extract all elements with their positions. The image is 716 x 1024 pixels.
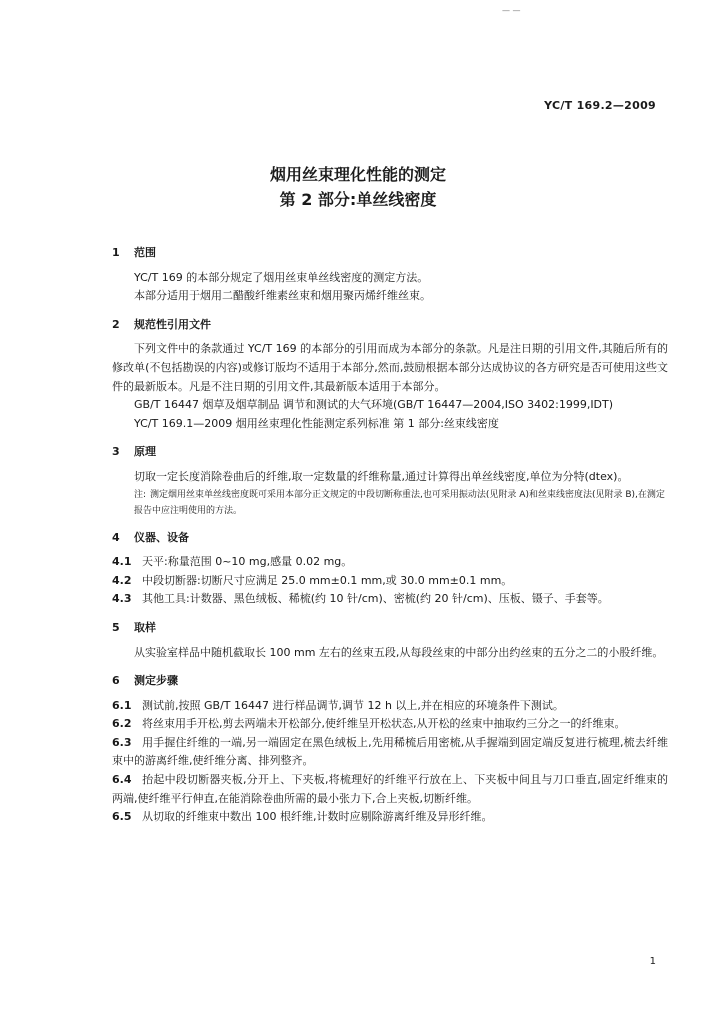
document-title: 烟用丝束理化性能的测定 xyxy=(269,165,446,184)
note-label: 注: xyxy=(134,489,147,500)
reference-item: GB/T 16447 烟草及烟草制品 调节和测试的大气环境(GB/T 16447—2004,ISO 3402:1999,IDT) xyxy=(134,398,614,412)
paragraph: 从实验室样品中随机截取长 100 mm 左右的丝束五段,从每段丝束的中部分出约丝束的五分之二的小股纤维。 xyxy=(134,645,664,659)
document-body xyxy=(112,244,668,827)
paragraph: 切取一定长度消除卷曲后的纤维,取一定数量的纤维称量,通过计算得出单丝线密度,单位为分特(dtex)。 xyxy=(134,469,629,483)
list-item: 6.4 抬起中段切断器夹板,分开上、下夹板,将梳理好的纤维平行放在上、下夹板中间且与刀口垂直,固定纤维束的两端,使纤维平行伸直,在能消除卷曲所需的最小张力下,合上夹板,切断纤维。 xyxy=(112,773,668,805)
section-heading-6: 6 测定步骤 xyxy=(112,674,178,688)
page-number: 1 xyxy=(649,956,656,967)
list-item: 6.1 测试前,按照 GB/T 16447 进行样品调节,调节 12 h 以上,并在相应的环境条件下测试。 xyxy=(112,698,564,712)
standard-code: YC/T 169.2—2009 xyxy=(544,99,656,112)
list-item: 4.1 天平:称量范围 0~10 mg,感量 0.02 mg。 xyxy=(112,555,353,569)
section-heading-2: 2 规范性引用文件 xyxy=(112,317,211,331)
reference-item: YC/T 169.1—2009 烟用丝束理化性能测定系列标准 第 1 部分:丝束线密度 xyxy=(134,416,499,430)
list-item: 4.3 其他工具:计数器、黑色绒板、稀梳(约 10 针/cm)、密梳(约 20 针/cm)、压板、镊子、手套等。 xyxy=(112,592,609,606)
paragraph: 本部分适用于烟用二醋酸纤维素丝束和烟用聚丙烯纤维丝束。 xyxy=(134,289,431,303)
list-item: 6.3 用手握住纤维的一端,另一端固定在黑色绒板上,先用稀梳后用密梳,从手握端到固定端反复进行梳理,梳去纤维束中的游离纤维,使纤维分离、排列整齐。 xyxy=(112,735,668,768)
note xyxy=(112,487,668,519)
paragraph: 下列文件中的条款通过 YC/T 169 的本部分的引用而成为本部分的条款。凡是注日期的引用文件,其随后所有的修改单(不包括勘误的内容)或修订版均不适用于本部分,然而,鼓励根据本部分达成协议的各方研究是否可使用这些文件的最新版本。凡是不注日期的引用文件,其最新版本适用于本部分。 xyxy=(112,342,668,393)
list-item: 6.2 将丝束用手开松,剪去两端未开松部分,使纤维呈开松状态,从开松的丝束中抽取约三分之一的纤维束。 xyxy=(112,717,626,731)
list-item: 4.2 中段切断器:切断尺寸应满足 25.0 mm±0.1 mm,或 30.0 mm±0.1 mm。 xyxy=(112,573,513,587)
list-item: 6.5 从切取的纤维束中数出 100 根纤维,计数时应剔除游离纤维及异形纤维。 xyxy=(112,810,493,824)
note-text: 测定烟用丝束单丝线密度既可采用本部分正文规定的中段切断称重法,也可采用振动法(见附录 A)和丝束线密度法(见附录 B),在测定报告中应注明使用的方法。 xyxy=(134,489,665,516)
section-heading-1: 1 范围 xyxy=(112,246,156,259)
paragraph: YC/T 169 的本部分规定了烟用丝束单丝线密度的测定方法。 xyxy=(134,270,429,284)
section-heading-4: 4 仪器、设备 xyxy=(112,530,189,544)
section-heading-3: 3 原理 xyxy=(112,445,156,459)
top-mark: — — xyxy=(502,6,521,15)
document-subtitle: 第 2 部分:单丝线密度 xyxy=(279,190,437,209)
section-heading-5: 5 取样 xyxy=(112,620,156,634)
